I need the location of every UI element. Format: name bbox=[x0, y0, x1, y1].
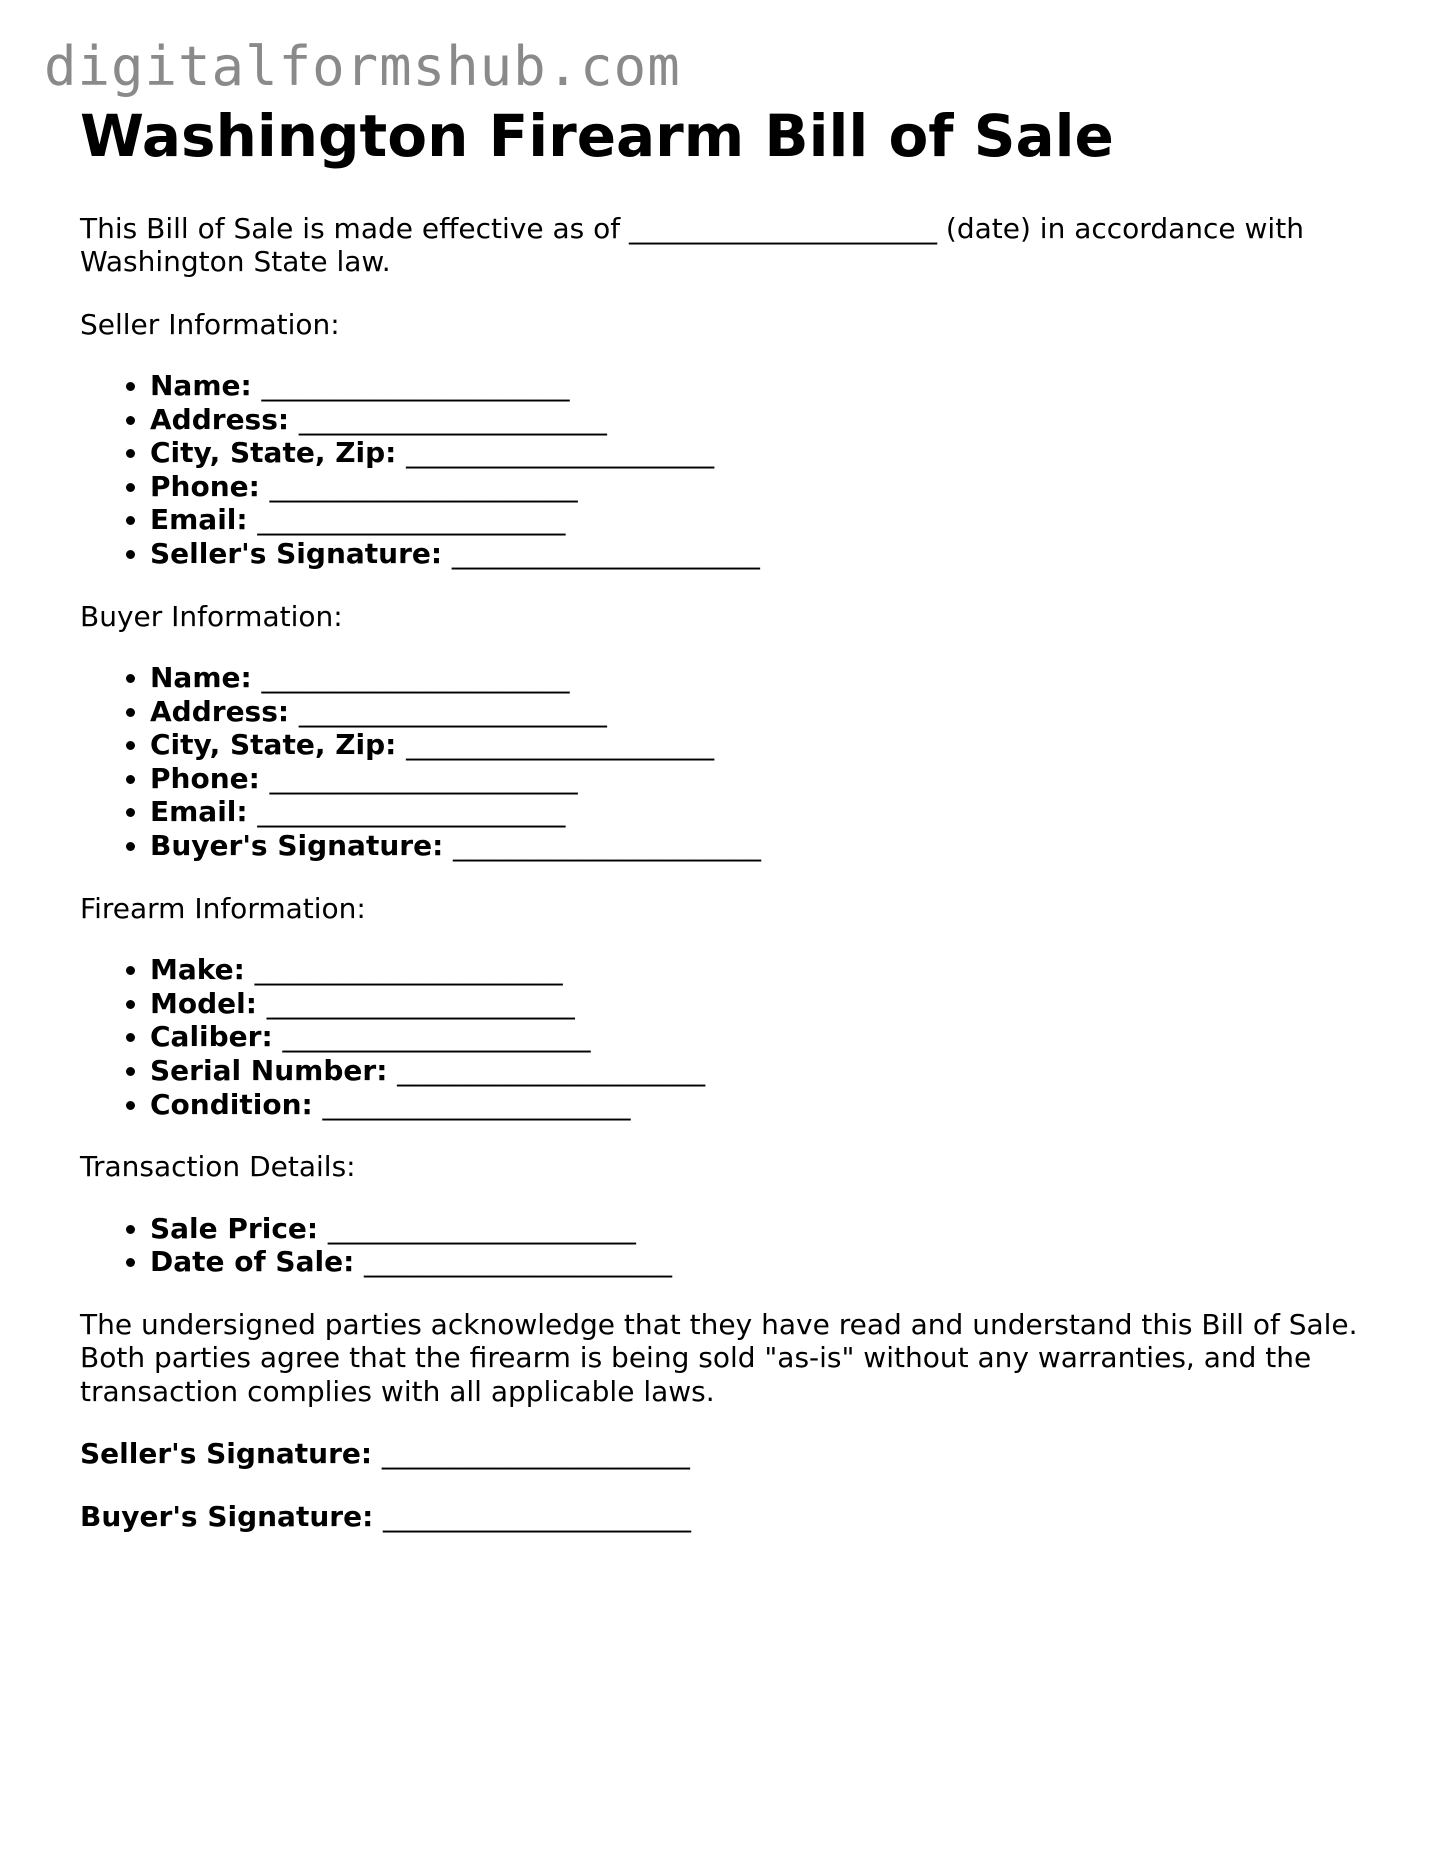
seller-field-blank[interactable]: ______________________ bbox=[261, 369, 570, 402]
buyer-field-blank[interactable]: ______________________ bbox=[298, 694, 607, 728]
final-seller-signature-blank[interactable]: ______________________ bbox=[381, 1437, 690, 1471]
intro-paragraph: This Bill of Sale is made effective as of ______________________ (date) in accordance with Washington State law. bbox=[80, 211, 1304, 278]
buyer-field-label: City, State, Zip: bbox=[150, 728, 397, 762]
buyer-field-blank[interactable]: ______________________ bbox=[261, 661, 570, 695]
firearm-section-heading: Firearm Information: bbox=[80, 891, 366, 925]
seller-field-label: Email: bbox=[150, 503, 248, 537]
buyer-field-item bbox=[150, 728, 1380, 762]
transaction-field-label: Date of Sale: bbox=[150, 1245, 355, 1279]
seller-field-item bbox=[150, 369, 1380, 403]
buyer-field-blank[interactable]: ______________________ bbox=[269, 761, 578, 795]
seller-fields-list bbox=[80, 369, 1380, 571]
buyer-field-item bbox=[150, 795, 1380, 829]
buyer-section-heading: Buyer Information: bbox=[80, 599, 343, 633]
buyer-field-label: Name: bbox=[150, 661, 252, 695]
seller-field-label: Phone: bbox=[150, 469, 260, 503]
firearm-field-item bbox=[150, 1020, 1380, 1054]
acknowledgment-paragraph: The undersigned parties acknowledge that they have read and understand this Bill of Sale. Both parties agree that the firearm is being sold "as-is" without any warranties, and the transaction complies with all applicable laws. bbox=[80, 1307, 1358, 1408]
firearm-field-blank[interactable]: ______________________ bbox=[254, 953, 563, 987]
final-buyer-signature-blank[interactable]: ______________________ bbox=[383, 1499, 692, 1533]
firearm-field-item bbox=[150, 953, 1380, 987]
page-title: Washington Firearm Bill of Sale bbox=[80, 102, 1114, 170]
buyer-field-item bbox=[150, 695, 1380, 729]
buyer-fields-list bbox=[80, 661, 1380, 863]
transaction-field-item bbox=[150, 1245, 1380, 1279]
seller-section-heading: Seller Information: bbox=[80, 307, 340, 341]
firearm-field-label: Model: bbox=[150, 986, 257, 1020]
seller-field-item bbox=[150, 470, 1380, 504]
firearm-field-blank[interactable]: ______________________ bbox=[266, 986, 575, 1020]
transaction-field-label: Sale Price: bbox=[150, 1211, 319, 1245]
buyer-field-label: Phone: bbox=[150, 761, 260, 795]
transaction-fields-list bbox=[80, 1212, 1380, 1279]
firearm-field-label: Condition: bbox=[150, 1087, 313, 1121]
seller-field-item bbox=[150, 537, 1380, 571]
seller-field-blank[interactable]: ______________________ bbox=[298, 402, 607, 436]
buyer-field-item bbox=[150, 661, 1380, 695]
watermark-text: digitalformshub.com bbox=[44, 35, 681, 98]
seller-field-blank[interactable]: ______________________ bbox=[269, 469, 578, 503]
seller-field-label: Seller's Signature: bbox=[150, 536, 443, 570]
seller-field-blank[interactable]: ______________________ bbox=[406, 436, 715, 470]
firearm-field-item bbox=[150, 1054, 1380, 1088]
document-body bbox=[80, 100, 1380, 1533]
final-buyer-signature bbox=[80, 1500, 1380, 1534]
seller-field-label: Name: bbox=[150, 369, 252, 402]
transaction-section-heading: Transaction Details: bbox=[80, 1150, 356, 1184]
buyer-field-blank[interactable]: ______________________ bbox=[406, 728, 715, 762]
transaction-field-blank[interactable]: ______________________ bbox=[327, 1211, 636, 1245]
buyer-field-item bbox=[150, 762, 1380, 796]
firearm-field-blank[interactable]: ______________________ bbox=[322, 1087, 631, 1121]
seller-field-blank[interactable]: ______________________ bbox=[257, 503, 566, 537]
transaction-field-item bbox=[150, 1212, 1380, 1246]
firearm-field-label: Caliber: bbox=[150, 1020, 273, 1054]
firearm-field-item bbox=[150, 1088, 1380, 1122]
seller-field-label: Address: bbox=[150, 402, 290, 436]
buyer-field-label: Address: bbox=[150, 694, 290, 728]
firearm-field-blank[interactable]: ______________________ bbox=[397, 1053, 706, 1087]
buyer-field-item bbox=[150, 829, 1380, 863]
buyer-field-label: Email: bbox=[150, 795, 248, 829]
transaction-field-blank[interactable]: ______________________ bbox=[364, 1245, 673, 1279]
final-seller-signature-label: Seller's Signature: bbox=[80, 1437, 373, 1471]
final-buyer-signature-label: Buyer's Signature: bbox=[80, 1499, 374, 1533]
buyer-field-blank[interactable]: ______________________ bbox=[453, 829, 762, 863]
seller-field-label: City, State, Zip: bbox=[150, 436, 397, 470]
seller-field-item bbox=[150, 403, 1380, 437]
firearm-field-blank[interactable]: ______________________ bbox=[282, 1020, 591, 1054]
buyer-field-label: Buyer's Signature: bbox=[150, 829, 444, 863]
seller-field-item bbox=[150, 436, 1380, 470]
buyer-field-blank[interactable]: ______________________ bbox=[257, 795, 566, 829]
seller-field-blank[interactable]: ______________________ bbox=[451, 536, 760, 570]
seller-field-item bbox=[150, 503, 1380, 537]
firearm-field-label: Serial Number: bbox=[150, 1053, 388, 1087]
final-seller-signature bbox=[80, 1437, 1380, 1471]
firearm-field-label: Make: bbox=[150, 953, 245, 987]
firearm-fields-list bbox=[80, 953, 1380, 1121]
firearm-field-item bbox=[150, 987, 1380, 1021]
